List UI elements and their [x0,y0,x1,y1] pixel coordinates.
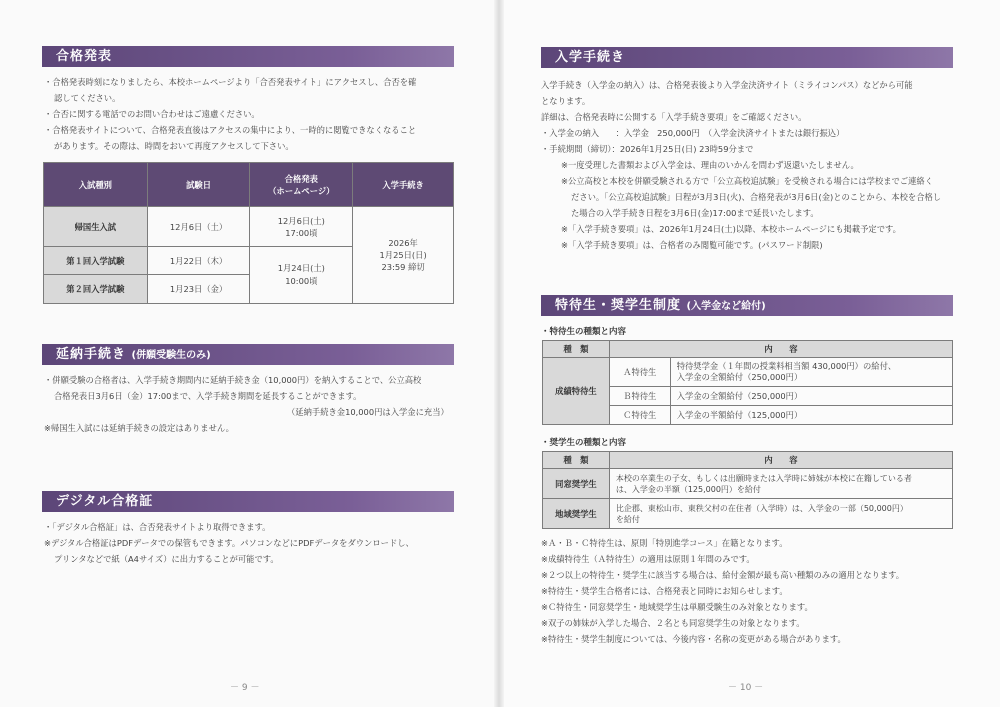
scholarship-notes [541,535,904,647]
special-header-content: 内 容 [609,341,952,358]
results-line: ・合否に関する電話でのお問い合わせはご遠慮ください。 [44,109,260,119]
results-line: 認してください。 [54,93,121,103]
special-content-line: 入学金の全額給付（250,000円） [676,372,803,382]
results-title: 合格発表 [56,49,113,64]
results-table-header-procedure: 入学手続き [353,163,454,207]
special-content-line: 特待奨学金（１年間の授業料相当額 430,000円）の給付、 [676,361,897,371]
digital-title: デジタル合格証 [56,494,154,509]
header-announce-line1: 合格発表 [284,173,318,184]
special-row-name: Ｃ特待生 [609,406,670,425]
shared-announce-time: 10:00頃 [285,276,318,286]
table-row-date: 1月22日（木） [147,247,250,275]
table-row-announce [250,207,353,247]
special-students-label: ・特待生の種類と内容 [541,327,627,337]
scholarship-note: ※特待生・奨学生合格者には、合格発表と同時にお知らせします。 [541,586,788,596]
enrollment-section-header [541,47,953,68]
enrollment-line: となります。 [541,96,591,106]
special-students-table [542,340,953,425]
scholarship-subtitle: (入学金など給付) [686,301,766,312]
scholarship-note: ※成績特待生（Ａ特待生）の適用は原則１年間のみです。 [541,554,755,564]
shared-announce-date: 1月24日(土) [277,263,325,273]
enrollment-line: ※公立高校と本校を併願受験される方で「公立高校追試験」を受検される場合には学校までご連絡く [561,176,934,186]
enrollment-text [541,77,941,253]
deferral-line: 合格発表日3月6日（金）17:00まで、入学手続き期間を延長することができます。 [54,391,362,401]
digital-line: ※デジタル合格証はPDFデータでの保管もできます。パソコンなどにPDFデータをダウンロードし、 [44,538,414,548]
special-header-type: 種 類 [543,341,610,358]
deferral-section-header [42,344,454,365]
scholarship-note: ※Ａ・Ｂ・Ｃ特待生は、原則「特別進学コース」在籍となります。 [541,538,788,548]
deferral-text [44,372,449,436]
scholar-header-type: 種 類 [543,452,610,469]
header-announce-line2: （ホームページ） [268,185,335,196]
scholar-students-label: ・奨学生の種類と内容 [541,438,627,448]
deferral-line: （延納手続き金10,000円は入学金に充当） [287,407,449,417]
table-row-type: 第１回入学試験 [44,247,148,275]
scholarship-note: ※特待生・奨学生制度については、今後内容・名称の変更がある場合があります。 [541,634,846,644]
special-row-name: Ａ特待生 [609,358,670,387]
results-line: ・合格発表時刻になりましたら、本校ホームページより「合否発表サイト」にアクセスし、合否を確 [44,77,417,87]
enrollment-line: ださい。「公立高校追試験」日程が3月3日(火)、合格発表が3月6日(金)とのことから、本校を合格し [571,192,942,202]
enrollment-line: ・手続期間（締切）：2026年1月25日(日) 23時59分まで [541,144,754,154]
left-page-number: － 9 － [230,683,260,693]
special-row-content [670,358,952,387]
digital-line: プリンタなどで紙（A4サイズ）に出力することが可能です。 [54,554,279,564]
deferral-line: ※帰国生入試には延納手続きの設定はありません。 [44,423,234,433]
scholar-content-line: を給付 [615,514,640,524]
table-row-type: 第２回入学試験 [44,275,148,304]
digital-section-header [42,491,454,512]
scholar-header-content: 内 容 [609,452,952,469]
digital-text [44,519,414,567]
scholar-row-content [609,469,952,499]
right-page-number: － 10 － [728,683,764,693]
shared-announce-cell [250,247,353,304]
scholar-content-line: 本校の卒業生の子女、もしくは出願時または入学時に姉妹が本校に在籍している者 [615,473,912,483]
scholarship-note: ※Ｃ特待生・同窓奨学生・地域奨学生は単願受験生のみ対象となります。 [541,602,813,612]
enrollment-line: ・入学金の納入 ：入学金 250,000円 （入学金決済サイトまたは銀行振込） [541,128,845,138]
enrollment-line: 入学手続き（入学金の納入）は、合格発表後より入学金決済サイト（ミライコンパス）などから可能 [541,80,913,90]
procedure-date: 1月25日(日) [379,250,427,260]
enrollment-line: ※「入学手続き要項」は、合格者のみ閲覧可能です。(パスワード制限) [561,240,823,250]
results-text [44,74,416,154]
results-table-header-type: 入試種別 [44,163,148,207]
results-table [43,162,454,304]
deferral-title: 延納手続き [56,347,127,362]
scholar-row-name: 地域奨学生 [543,499,610,529]
special-group-label: 成績特待生 [543,358,610,425]
scholar-content-line: 比企郡、東松山市、東秩父村の在住者（入学時）は、入学金の一部（50,000円） [615,503,908,513]
special-row-content: 入学金の半額給付（125,000円） [670,406,952,425]
enrollment-line: た場合の入学手続き日程を3月6日(金)17:00まで延長いたします。 [571,208,819,218]
deferral-subtitle: (併願受験生のみ) [131,350,211,361]
results-line: があります。その際は、時間をおいて再度アクセスして下さい。 [54,141,294,151]
enrollment-line: ※一度受理した書類および入学金は、理由のいかんを問わず返還いたしません。 [561,160,859,170]
enrollment-line: ※「入学手続き要項」は、2026年1月24日(土)以降、本校ホームページにも掲載予定です。 [561,224,901,234]
scholar-students-table [542,451,953,529]
scholar-row-content [609,499,952,529]
scholarship-title: 特待生・奨学生制度 [555,298,682,313]
results-table-header-date: 試験日 [147,163,250,207]
table-row-date: 1月23日（金） [147,275,250,304]
book-gutter [494,0,504,707]
scholarship-note: ※２つ以上の特待生・奨学生に該当する場合は、給付金額が最も高い種類のみの適用となります。 [541,570,905,580]
special-row-name: Ｂ特待生 [609,387,670,406]
enrollment-line: 詳細は、合格発表時に公開する「入学手続き要項」をご確認ください。 [541,112,807,122]
results-line: ・合格発表サイトについて、合格発表直後はアクセスの集中により、一時的に閲覧できなくなること [44,125,417,135]
scholar-content-line: は、入学金の半額（125,000円）を給付 [615,484,761,494]
announce-time: 17:00頃 [285,227,318,238]
procedure-deadline-cell [353,207,454,304]
scholarship-section-header [541,295,953,316]
deferral-line: ・併願受験の合格者は、入学手続き期間内に延納手続き金（10,000円）を納入することで、公立高校 [44,375,422,385]
procedure-year: 2026年 [388,238,418,248]
enrollment-title: 入学手続き [555,50,626,65]
digital-line: ・「デジタル合格証」は、合否発表サイトより取得できます。 [44,522,271,532]
table-row-date: 12月6日（土） [147,207,250,247]
results-table-header-announce [250,163,353,207]
scholar-row-name: 同窓奨学生 [543,469,610,499]
table-row-type: 帰国生入試 [44,207,148,247]
procedure-time: 23:59 締切 [381,262,425,272]
results-section-header [42,46,454,67]
special-row-content: 入学金の全額給付（250,000円） [670,387,952,406]
scholarship-note: ※双子の姉妹が入学した場合、２名とも同窓奨学生の対象となります。 [541,618,805,628]
announce-date: 12月6日(土) [277,215,325,226]
